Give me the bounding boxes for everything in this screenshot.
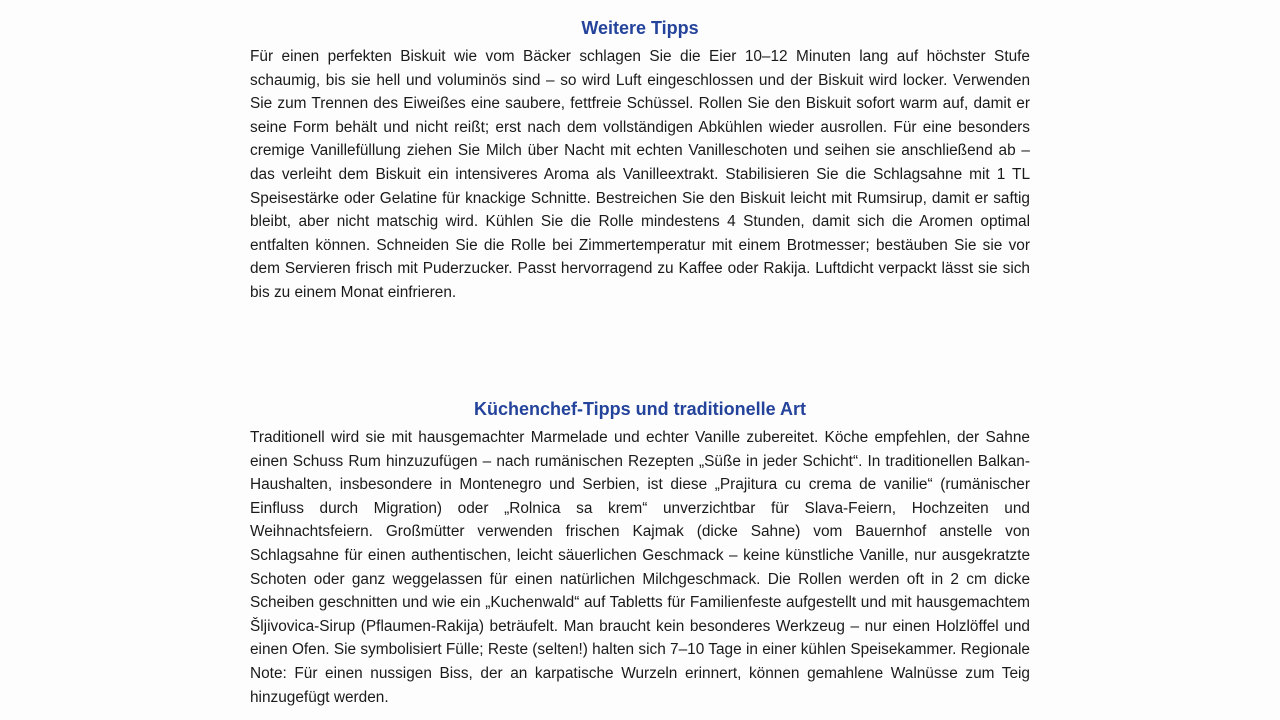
section-heading: Küchenchef-Tipps und traditionelle Art [473, 399, 806, 419]
section-weitere-tipps [250, 15, 1030, 305]
section-paragraph: Traditionell wird sie mit hausgemachter Marmelade und echter Vanille zubereitet. Köche empfehlen, der Sahne einen Schuss Rum hinzuzufügen – nach rumänischen Rezepten „Süße in jeder Schicht“. In traditionellen Balkan-Haushalten, insbesondere in Montenegro und Serbien, ist diese „Prajitura cu crema de vanilie“ (rumänischer Einfluss durch Migration) oder „Rolnica sa krem“ unverzichtbar für Slava-Feiern, Hochzeiten und Weihnachtsfeiern. Großmütter verwenden frischen Kajmak (dicke Sahne) vom Bauernhof anstelle von Schlagsahne für einen authentischen, leicht säuerlichen Geschmack – keine künstliche Vanille, nur ausgekratzte Schoten oder ganz weggelassen für einen natürlichen Milchgeschmack. Die Rollen werden oft in 2 cm dicke Scheiben geschnitten und wie ein „Kuchenwald“ auf Tabletts für Familienfeste aufgestellt und mit hausgemachtem Šljivovica-Sirup (Pflaumen-Rakija) beträufelt. Man braucht kein besonderes Werkzeug – nur einen Holzlöffel und einen Ofen. Sie symbolisiert Fülle; Reste (selten!) halten sich 7–10 Tage in einer kühlen Speisekammer. Regionale Note: Für einen nussigen Biss, der an karpatische Wurzeln erinnert, können gemahlene Walnüsse zum Teig hinzugefügt werden. [250, 429, 1030, 706]
section-heading: Weitere Tipps [581, 18, 699, 38]
section-kuechenchef-tipps [250, 396, 1030, 709]
section-paragraph: Für einen perfekten Biskuit wie vom Bäcker schlagen Sie die Eier 10–12 Minuten lang auf höchster Stufe schaumig, bis sie hell und voluminös sind – so wird Luft eingeschlossen und der Biskuit wird locker. Verwenden Sie zum Trennen des Eiweißes eine saubere, fettfreie Schüssel. Rollen Sie den Biskuit sofort warm auf, damit er seine Form behält und nicht reißt; erst nach dem vollständigen Abkühlen wieder ausrollen. Für eine besonders cremige Vanillefüllung ziehen Sie Milch über Nacht mit echten Vanilleschoten und seihen sie anschließend ab – das verleiht dem Biskuit ein intensiveres Aroma als Vanilleextrakt. Stabilisieren Sie die Schlagsahne mit 1 TL Speisestärke oder Gelatine für knackige Schnitte. Bestreichen Sie den Biskuit leicht mit Rumsirup, damit er saftig bleibt, aber nicht matschig wird. Kühlen Sie die Rolle mindestens 4 Stunden, damit sich die Aromen optimal entfalten können. Schneiden Sie die Rolle bei Zimmertemperatur mit einem Brotmesser; bestäuben Sie sie vor dem Servieren frisch mit Puderzucker. Passt hervorragend zu Kaffee oder Rakija. Luftdicht verpackt lässt sie sich bis zu einem Monat einfrieren. [250, 48, 1030, 301]
